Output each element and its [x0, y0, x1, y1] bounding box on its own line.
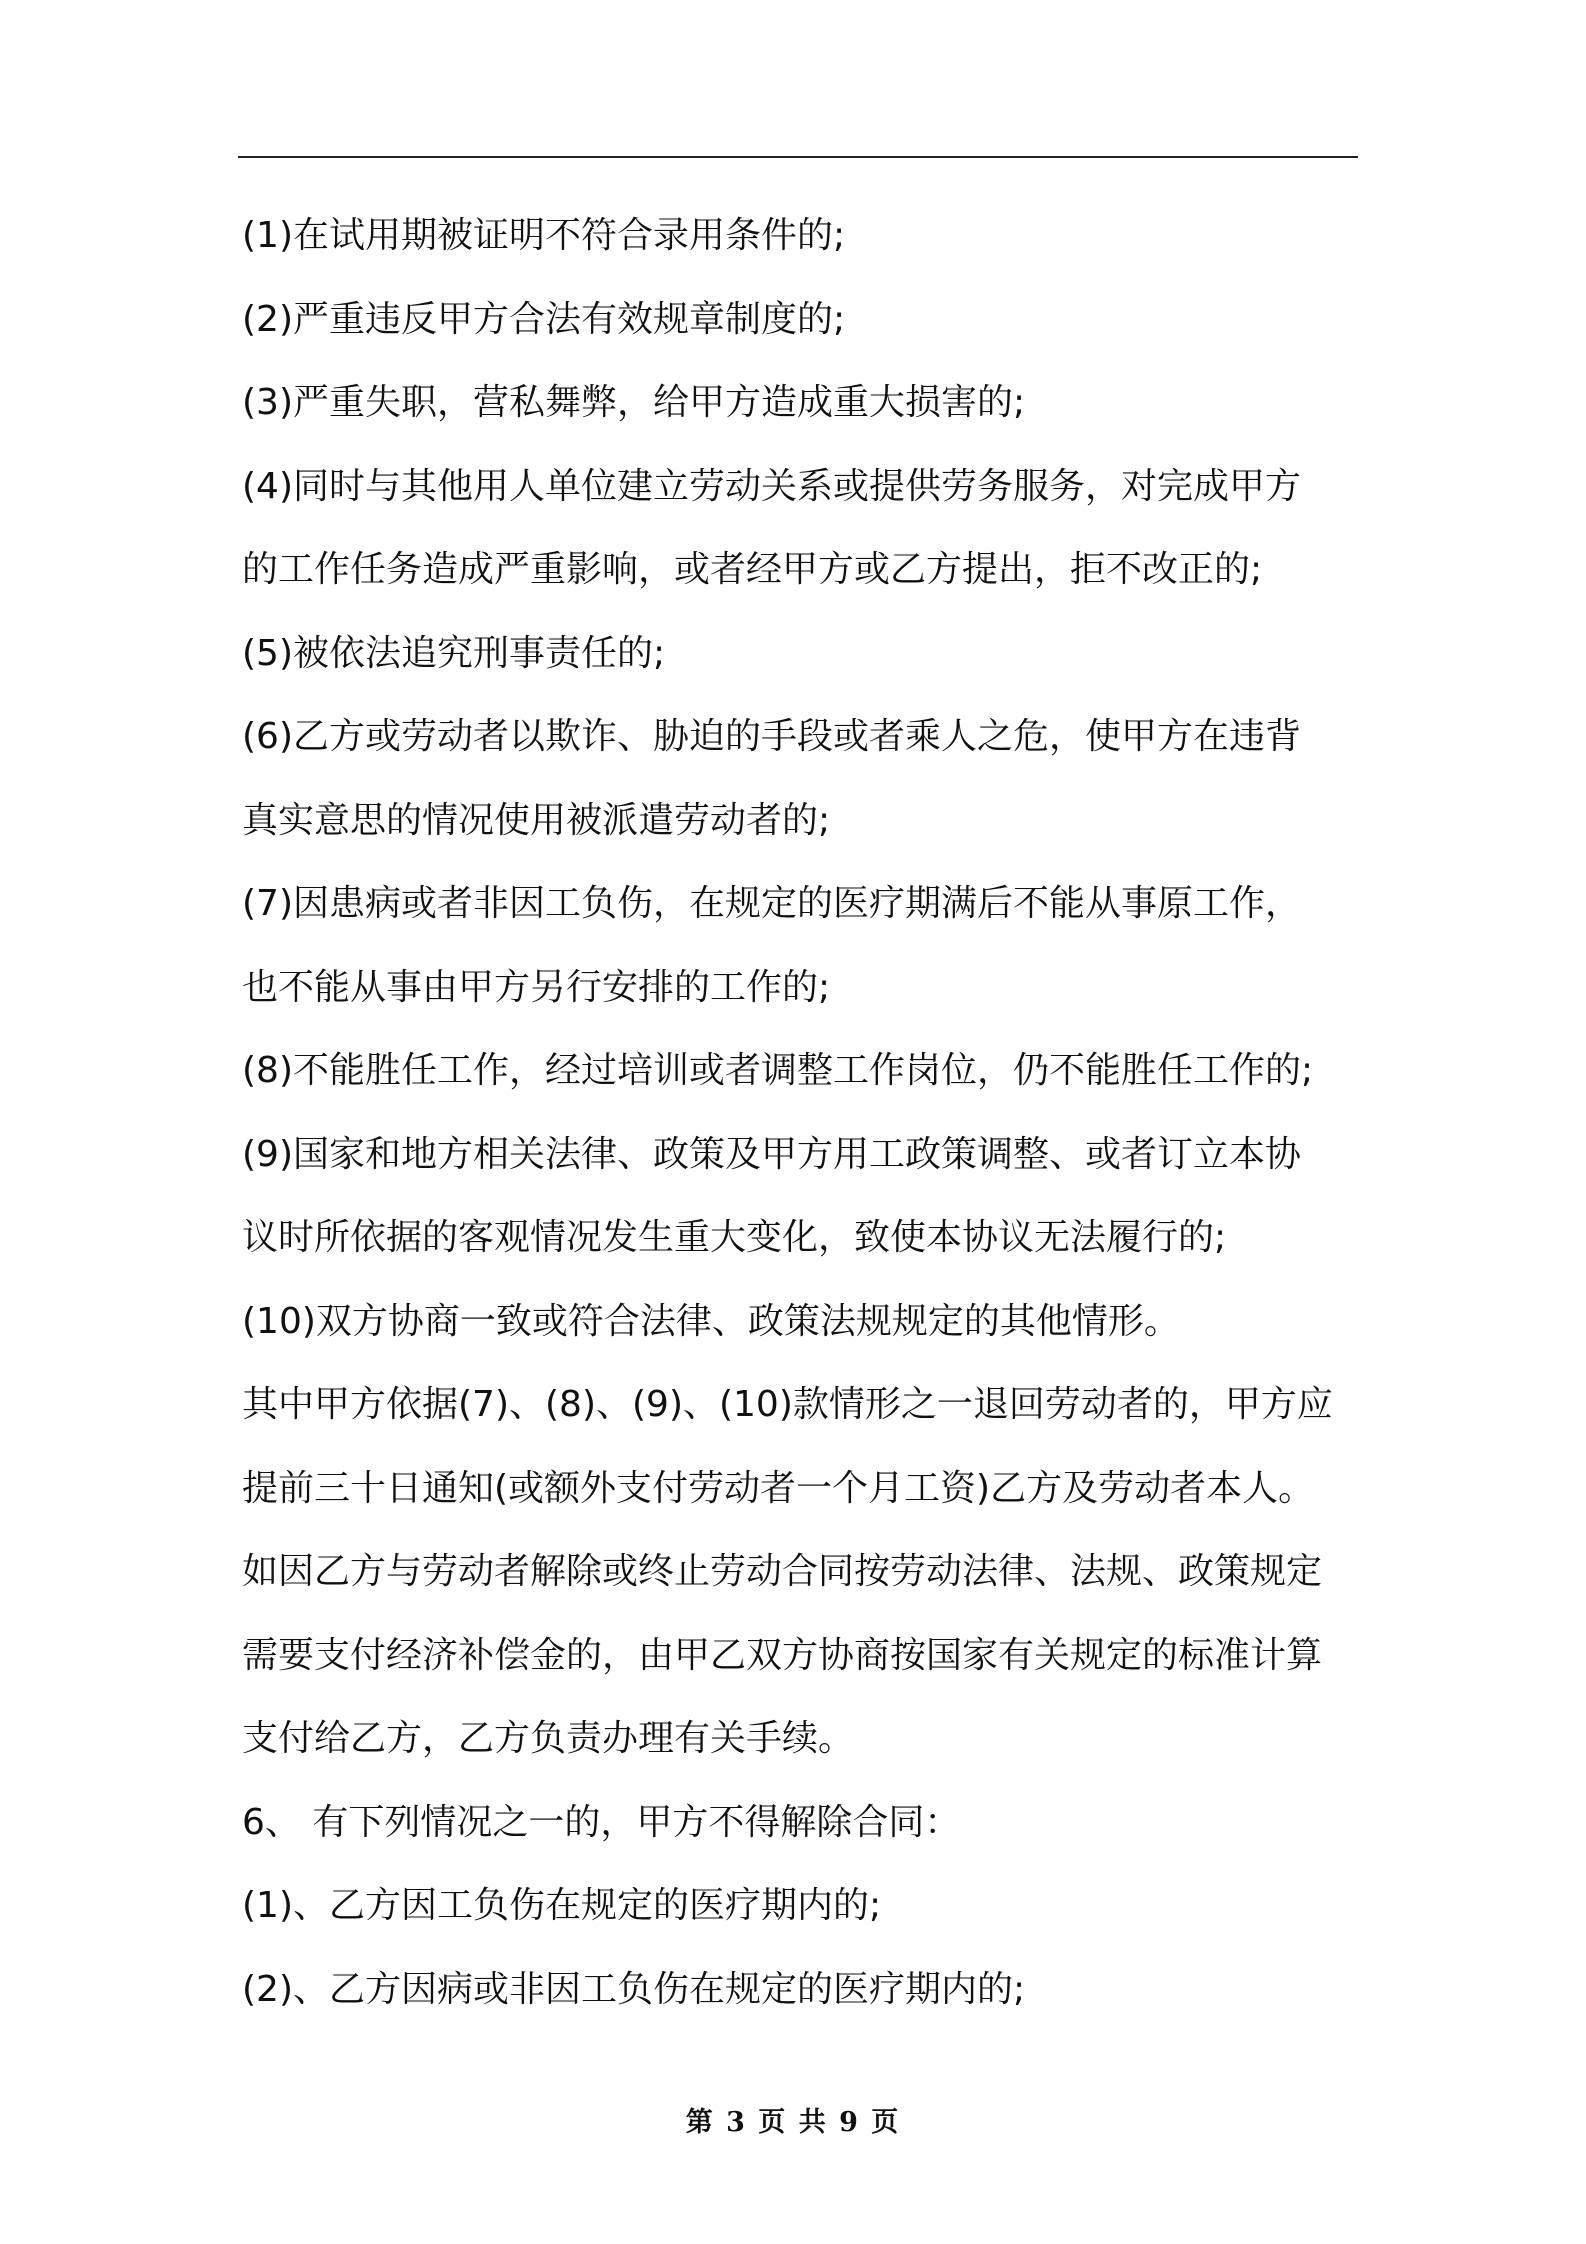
page-number-footer: 第 3 页 共 9 页 — [685, 2107, 901, 2138]
text-line: 6、 有下列情况之一的，甲方不得解除合同： — [242, 1801, 961, 1843]
text-line: (7)因患病或者非因工负伤，在规定的医疗期满后不能从事原工作， — [242, 883, 1301, 924]
text-line: (8)不能胜任工作，经过培训或者调整工作岗位，仍不能胜任工作的; — [242, 1050, 1314, 1091]
text-line: 提前三十日通知(或额外支付劳动者一个月工资)乙方及劳动者本人。 — [242, 1467, 1315, 1509]
text-line: (9)国家和地方相关法律、政策及甲方用工政策调整、或者订立本协 — [242, 1133, 1301, 1175]
text-line: (1)、乙方因工负伤在规定的医疗期内的; — [242, 1885, 882, 1926]
text-line: (2)、乙方因病或非因工负伤在规定的医疗期内的; — [242, 1968, 1026, 2010]
text-line: (6)乙方或劳动者以欺诈、胁迫的手段或者乘人之危，使甲方在违背 — [242, 716, 1301, 757]
text-line: (4)同时与其他用人单位建立劳动关系或提供劳务服务，对完成甲方 — [242, 465, 1301, 507]
text-line: 如因乙方与劳动者解除或终止劳动合同按劳动法律、法规、政策规定 — [242, 1551, 1323, 1592]
text-line: 支付给乙方，乙方负责办理有关手续。 — [242, 1718, 855, 1759]
header-rule — [238, 156, 1358, 158]
text-line: 其中甲方依据(7)、(8)、(9)、(10)款情形之一退回劳动者的，甲方应 — [242, 1384, 1333, 1425]
text-line: 议时所依据的客观情况发生重大变化，致使本协议无法履行的; — [242, 1217, 1227, 1258]
text-line: (3)严重失职，营私舞弊，给甲方造成重大损害的; — [242, 382, 1026, 423]
document-body — [242, 194, 1362, 2031]
text-line: (10)双方协商一致或符合法律、政策法规规定的其他情形。 — [242, 1300, 1180, 1342]
text-line: (1)在试用期被证明不符合录用条件的; — [242, 215, 846, 256]
text-line: 需要支付经济补偿金的，由甲乙双方协商按国家有关规定的标准计算 — [242, 1634, 1323, 1676]
text-line: 也不能从事由甲方另行安排的工作的; — [242, 966, 831, 1008]
text-line: (5)被依法追究刑事责任的; — [242, 632, 666, 674]
text-line: (2)严重违反甲方合法有效规章制度的; — [242, 298, 846, 340]
text-line: 的工作任务造成严重影响，或者经甲方或乙方提出，拒不改正的; — [242, 549, 1263, 590]
text-line: 真实意思的情况使用被派遣劳动者的; — [242, 799, 831, 841]
